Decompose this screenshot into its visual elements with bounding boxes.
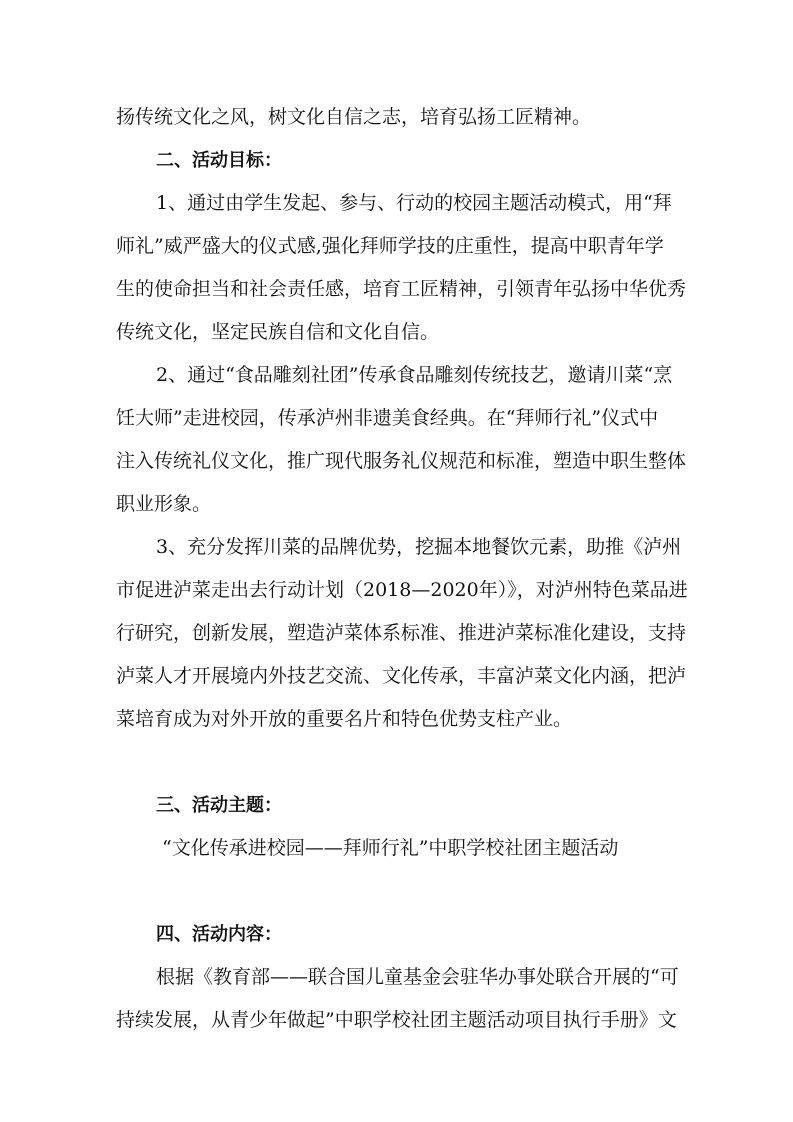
spacer [116, 870, 681, 913]
paragraph-line: 职业形象。 [116, 493, 212, 515]
intro-line: 扬传统文化之风，树文化自信之志，培育弘扬工匠精神。 [116, 106, 592, 128]
goal-item-1 [116, 182, 687, 354]
paragraph-line: 菜培育成为对外开放的重要名片和特色优势支柱产业。 [116, 708, 573, 730]
theme-line: “文化传承进校园——拜师行礼”中职学校社团主题活动 [162, 837, 619, 859]
paragraph-line: 注入传统礼仪文化，推广现代服务礼仪规范和标准，塑造中职生整体 [116, 450, 687, 472]
goal-item-2 [116, 354, 687, 526]
paragraph-line: 师礼”威严盛大的仪式感,强化拜师学技的庄重性，提高中职青年学 [116, 235, 664, 257]
paragraph-line: 2、通过“食品雕刻社团”传承食品雕刻传统技艺，邀请川菜“烹 [156, 364, 673, 386]
goal-item-3 [116, 526, 688, 741]
spacer [116, 741, 681, 784]
paragraph-line: 泸菜人才开展境内外技艺交流、文化传承，丰富泸菜文化内涵，把泸 [116, 665, 687, 687]
paragraph-line: 3、充分发挥川菜的品牌优势，挖掘本地餐饮元素，助推《泸州 [156, 536, 682, 558]
paragraph-line: 市促进泸菜走出去行动计划（2018—2020年）》，对泸州特色菜品进 [116, 579, 688, 601]
paragraph-line: 1、通过由学生发起、参与、行动的校园主题活动模式，用“拜 [156, 192, 672, 214]
paragraph-line: 饪大师”走进校园，传承泸州非遗美食经典。在“拜师行礼”仪式中 [116, 407, 659, 429]
paragraph-line: 根据《教育部——联合国儿童基金会驻华办事处联合开展的“可 [156, 966, 679, 988]
paragraph-line: 生的使命担当和社会责任感，培育工匠精神，引领青年弘扬中华优秀 [116, 278, 687, 300]
section-heading-theme: 三、活动主题： [156, 795, 282, 816]
paragraph-line: 传统文化，坚定民族自信和文化自信。 [116, 321, 440, 343]
paragraph-line: 持续发展，从青少年做起”中职学校社团主题活动项目执行手册》文 [116, 1009, 677, 1031]
section-heading-content: 四、活动内容： [156, 924, 282, 945]
paragraph-line: 行研究，创新发展，塑造泸菜体系标准、推进泸菜标准化建设，支持 [116, 622, 687, 644]
section-heading-goals: 二、活动目标： [156, 150, 282, 171]
